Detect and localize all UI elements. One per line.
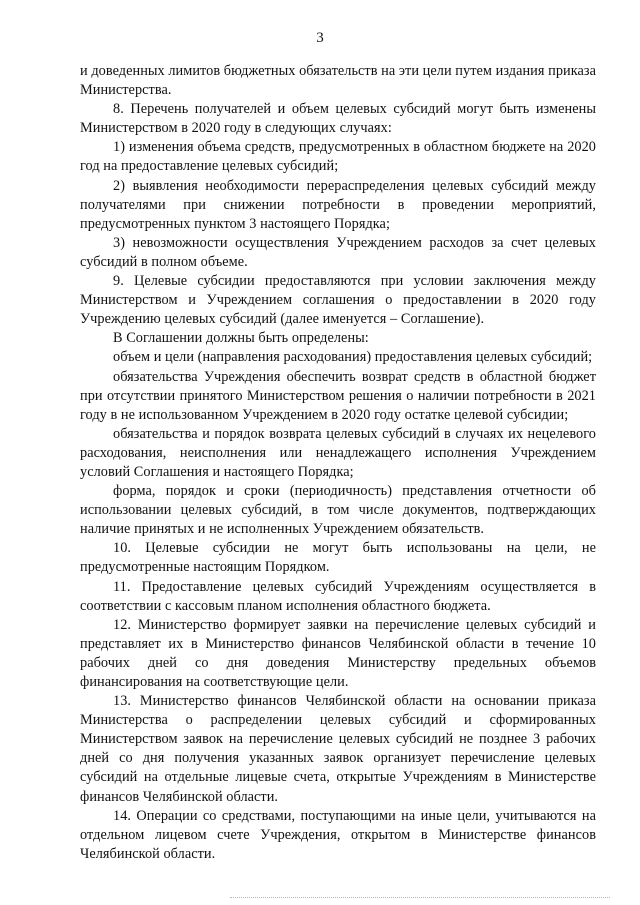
paragraph-agreement-misuse: обязательства и порядок возврата целевых субсидий в случаях их нецелевого расходования, неисполнения или ненадлежащего исполнения Учреждением условий Соглашения и настоящего Порядка; (80, 425, 596, 480)
paragraph-agreement-intro: В Соглашении должны быть определены: (113, 330, 369, 347)
paragraph-agreement-reporting: форма, порядок и сроки (периодичность) представления отчетности об использовании целевых субсидий, в том числе документов, подтверждающих наличие принятых и не исполненных Учреждением обязательств. (80, 483, 596, 538)
page-number: 3 (316, 30, 324, 46)
paragraph-item-13: 13. Министерство финансов Челябинской области на основании приказа Министерства о распределении целевых субсидий и сформированных Министерством заявок на перечисление целевых субсидий не позднее 3 рабочих дней со дня получения указанных заявок организует перечисление целевых субсидий на отдельные лицевые счета, открытые Учреждениям в Министерстве финансов Челябинской области. (80, 693, 596, 805)
paragraph-item-11: 11. Предоставление целевых субсидий Учреждениям осуществляется в соответствии с кассовым планом исполнения областного бюджета. (80, 578, 596, 614)
paragraph-agreement-volume: объем и цели (направления расходования) предоставления целевых субсидий; (113, 349, 593, 366)
paragraph-agreement-return: обязательства Учреждения обеспечить возврат средств в областной бюджет при отсутствии принятого Министерством решения о наличии потребности в 2021 году в не использованном Учреждением в 2020 году остатке целевой субсидии; (80, 368, 596, 423)
paragraph-item-12: 12. Министерство формирует заявки на перечисление целевых субсидий и представляет их в Министерство финансов Челябинской области в течение 10 рабочих дней со дня доведения Министерству предельных объемов финансирования на соответствующие цели. (80, 616, 596, 690)
paragraph-item-14: 14. Операции со средствами, поступающими на иные цели, учитываются на отдельном лицевом счете Учреждения, открытом в Министерстве финансов Челябинской области. (80, 807, 596, 862)
paragraph-subitem-3: 3) невозможности осуществления Учреждением расходов за счет целевых субсидий в полном объеме. (80, 234, 596, 270)
document-body (80, 62, 596, 864)
paragraph-continuation: и доведенных лимитов бюджетных обязательств на эти цели путем издания приказа Министерства. (80, 63, 596, 99)
scan-artifact-line (230, 897, 610, 900)
paragraph-item-9: 9. Целевые субсидии предоставляются при условии заключения между Министерством и Учреждением соглашения о предоставлении в 2020 году Учреждению целевых субсидий (далее именуется – Соглашение). (80, 273, 596, 328)
paragraph-subitem-2: 2) выявления необходимости перераспределения целевых субсидий между получателями при снижении потребности в проведении мероприятий, предусмотренных пунктом 3 настоящего Порядка; (80, 177, 596, 232)
paragraph-item-8: 8. Перечень получателей и объем целевых субсидий могут быть изменены Министерством в 2020 году в следующих случаях: (80, 101, 596, 137)
paragraph-subitem-1: 1) изменения объема средств, предусмотренных в областном бюджете на 2020 год на предоставление целевых субсидий; (80, 139, 596, 175)
paragraph-item-10: 10. Целевые субсидии не могут быть использованы на цели, не предусмотренные настоящим Порядком. (80, 540, 596, 576)
